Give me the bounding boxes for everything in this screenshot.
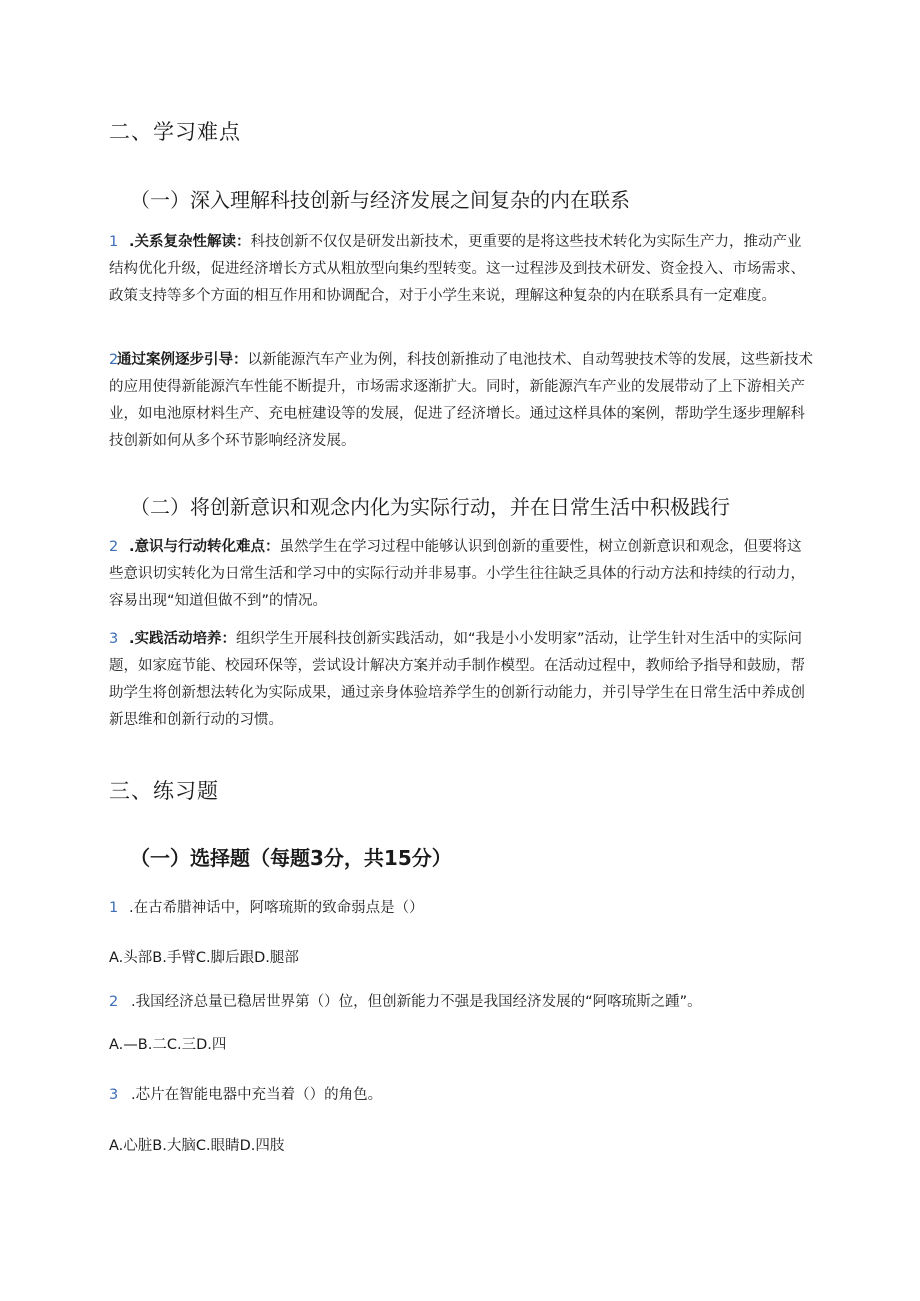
subsection-title-1: （一）深入理解科技创新与经济发展之间复杂的内在联系	[130, 188, 630, 212]
list-item-number: 1	[109, 234, 119, 250]
question-options: A.心脏B.大脑C.眼睛D.四肢	[109, 1138, 285, 1154]
question-number: 3	[109, 1087, 119, 1103]
question-stem	[109, 1083, 382, 1104]
list-item	[109, 347, 814, 455]
list-item	[109, 229, 814, 310]
list-item-text: 以新能源汽车产业为例，科技创新推动了电池技术、自动驾驶技术等的发展，这些新技术的应用使得新能源汽车性能不断提升，市场需求逐渐扩大。同时，新能源汽车产业的发展带动了上下游相关产业，如电池原材料生产、充电桩建设等的发展，促进了经济增长。通过这样具体的案例，帮助学生逐步理解科技创新如何从多个环节影响经济发展。	[109, 352, 813, 449]
question-options: A.—B.二C.三D.四	[109, 1037, 227, 1053]
question-options: A.头部B.手臂C.脚后跟D.腿部	[109, 950, 299, 966]
list-item	[109, 534, 814, 615]
subsection-title-multiple-choice: （一）选择题（每题3分，共15分）	[130, 846, 452, 870]
list-item-lead: .意识与行动转化难点：	[129, 539, 280, 555]
question-number: 1	[109, 900, 119, 916]
question-text: .在古希腊神话中，阿喀琉斯的致命弱点是（）	[129, 900, 424, 916]
section-title-exercises: 三、练习题	[109, 779, 219, 803]
question-stem	[109, 990, 702, 1011]
question-number: 2	[109, 994, 119, 1010]
list-item-number: 2	[109, 352, 119, 368]
list-item-text: 组织学生开展科技创新实践活动，如“我是小小发明家”活动，让学生针对生活中的实际问题，如家庭节能、校园环保等，尝试设计解决方案并动手制作模型。在活动过程中，教师给予指导和鼓励，帮助学生将创新想法转化为实际成果，通过亲身体验培养学生的创新行动能力，并引导学生在日常生活中养成创新思维和创新行动的习惯。	[109, 631, 805, 728]
list-item-text: 科技创新不仅仅是研发出新技术，更重要的是将这些技术转化为实际生产力，推动产业结构优化升级，促进经济增长方式从粗放型向集约型转变。这一过程涉及到技术研发、资金投入、市场需求、政策支持等多个方面的相互作用和协调配合，对于小学生来说，理解这种复杂的内在联系具有一定难度。	[109, 234, 805, 304]
list-item-lead: .实践活动培养：	[129, 631, 237, 647]
list-item-lead: 通过案例逐步引导：	[117, 352, 248, 368]
list-item-number: 2	[109, 539, 119, 555]
question-stem	[109, 896, 424, 917]
question-text: .我国经济总量已稳居世界第（）位，但创新能力不强是我国经济发展的“阿喀琉斯之踵”。	[131, 994, 702, 1010]
list-item-lead: .关系复杂性解读：	[129, 234, 251, 250]
list-item-text: 虽然学生在学习过程中能够认识到创新的重要性，树立创新意识和观念，但要将这些意识切实转化为日常生活和学习中的实际行动并非易事。小学生往往缺乏具体的行动方法和持续的行动力，容易出现“知道但做不到”的情况。	[109, 539, 805, 609]
subsection-title-2: （二）将创新意识和观念内化为实际行动，并在日常生活中积极践行	[130, 495, 730, 519]
list-item-number: 3	[109, 631, 119, 647]
list-item	[109, 626, 814, 734]
question-text: .芯片在智能电器中充当着（）的角色。	[131, 1087, 383, 1103]
section-title-learning-difficulties: 二、学习难点	[109, 120, 241, 144]
